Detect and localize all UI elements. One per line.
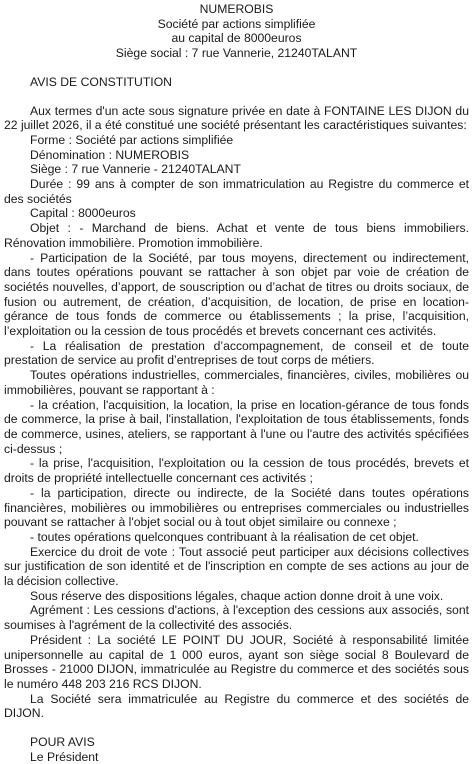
field-objet: Objet : - Marchand de biens. Achat et vente de tous biens immobiliers. Rénovation immobilière. Promotion immobilière. (4, 221, 469, 250)
body-paragraph: Président : La société LE POINT DU JOUR, Société à responsabilité limitée unipersonnelle au capital de 1 000 euros, ayant son siège social 8 Boulevard de Brosses - 21000 DIJON, immatriculée au Registre du commerce et des sociétés sous le numéro 448 203 216 RCS DIJON. (4, 632, 469, 691)
field-duree: Durée : 99 ans à compter de son immatriculation au Registre du commerce et des sociétés (4, 177, 469, 206)
body-paragraph: - Participation de la Société, par tous moyens, directement ou indirectement, dans toutes opérations pouvant se rattacher à son objet par voie de création de sociétés nouvelles, d’apport, de souscription ou d’achat de titres ou droits sociaux, de fusion ou autrement, de création, d’acquisition, de location, de prise en location-gérance de tous fonds de commerce ou établissements ; la prise, l’acquisition, l’exploitation ou la cession de tous procédés et brevets concernant ces activités. (4, 250, 469, 339)
field-capital: Capital : 8000euros (30, 206, 136, 221)
spacer (4, 721, 469, 735)
field-forme: Forme : Société par actions simplifiée (30, 132, 234, 147)
notice-title: AVIS DE CONSTITUTION (30, 74, 172, 89)
pour-avis: POUR AVIS (30, 735, 95, 750)
body-paragraph: Agrément : Les cessions d'actions, à l'exception des cessions aux associés, sont soumises à l'agrément de la collectivité des associés. (4, 603, 469, 633)
body-paragraph: Toutes opérations industrielles, commerciales, financières, civiles, mobilières ou immobilières, pouvant se rapportant à : (4, 368, 469, 397)
body-paragraph: - la prise, l'acquisition, l'exploitation ou la cession de tous procédés, brevets et droits de propriété intellectuelle concernant ces activités ; (4, 456, 469, 486)
body-paragraph: Exercice du droit de vote : Tout associé peut participer aux décisions collectives sur justification de son identité et de l'inscription en compte de ses actions au jour de la décision collective. (4, 544, 469, 589)
company-name: NUMEROBIS (199, 2, 274, 16)
intro-paragraph: Aux termes d'un acte sous signature privée en date à FONTAINE LES DIJON du 22 juillet 2026, il a été constitué une société présentant les caractéristiques suivantes: (4, 103, 469, 133)
body-paragraph: - la création, l'acquisition, la location, la prise en location-gérance de tous fonds de commerce, la prise à bail, l'installation, l'exploitation de tous établissements, fonds de commerce, usines, ateliers, se rapportant à l'une ou l'autre des activités spécifiées ci-dessus ; (4, 397, 469, 456)
company-form: Société par actions simplifiée (157, 16, 316, 31)
body-paragraph: - la participation, directe ou indirecte, de la Société dans toutes opérations financières, mobilières ou immobilières ou entreprises commerciales ou industrielles pouvant se rattacher à l'objet social ou à tout objet similaire ou connexe ; (4, 485, 469, 530)
body-paragraph: - toutes opérations quelconques contribuant à la réalisation de cet objet. (30, 529, 419, 544)
body-paragraph: La Société sera immatriculée au Registre du commerce et des sociétés de DIJON. (4, 691, 469, 721)
signatory: Le Président (30, 749, 99, 764)
field-denomination: Dénomination : NUMEROBIS (30, 147, 190, 162)
company-seat: Siège social : 7 rue Vannerie, 21240TALANT (115, 46, 358, 61)
body-paragraph: Sous réserve des dispositions légales, chaque action donne droit à une voix. (30, 588, 444, 603)
body-paragraph: - La réalisation de prestation d’accompagnement, de conseil et de toute prestation de service au profit d’entreprises de tout corps de métiers. (4, 338, 469, 368)
company-capital: au capital de 8000euros (171, 31, 302, 46)
field-siege: Siège : 7 rue Vannerie - 21240TALANT (30, 162, 241, 177)
